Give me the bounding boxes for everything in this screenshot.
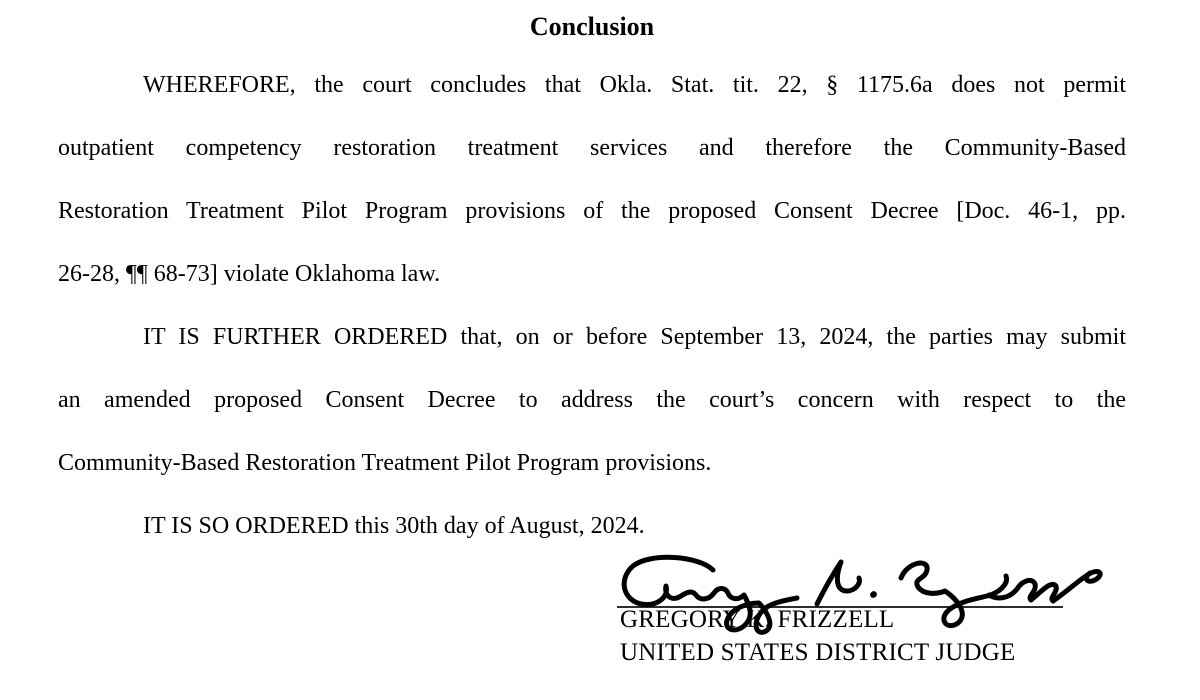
signature-block [617,548,1117,688]
body-line: IT IS SO ORDERED this 30th day of August, 2024. [143,513,645,539]
body-line: outpatient competency restoration treatment services and therefore the Community-Based [58,135,1126,161]
body-line: an amended proposed Consent Decree to address the court’s concern with respect to the [58,387,1126,413]
body-line: IT IS FURTHER ORDERED that, on or before September 13, 2024, the parties may submit [143,324,1126,350]
body-line: WHEREFORE, the court concludes that Okla. Stat. tit. 22, § 1175.6a does not permit [143,72,1126,98]
handwritten-signature-icon [617,550,1109,640]
body-line: Community-Based Restoration Treatment Pilot Program provisions. [58,450,712,476]
signatory-title: UNITED STATES DISTRICT JUDGE [620,639,1016,666]
document-content [58,12,1126,558]
signatory-name: GREGORY K. FRIZZELL [620,606,895,633]
body-line: 26-28, ¶¶ 68-73] violate Oklahoma law. [58,261,441,287]
document-body [58,54,1126,558]
body-line: Restoration Treatment Pilot Program provisions of the proposed Consent Decree [Doc. 46-1, pp. [58,198,1126,224]
section-heading: Conclusion [529,12,655,41]
